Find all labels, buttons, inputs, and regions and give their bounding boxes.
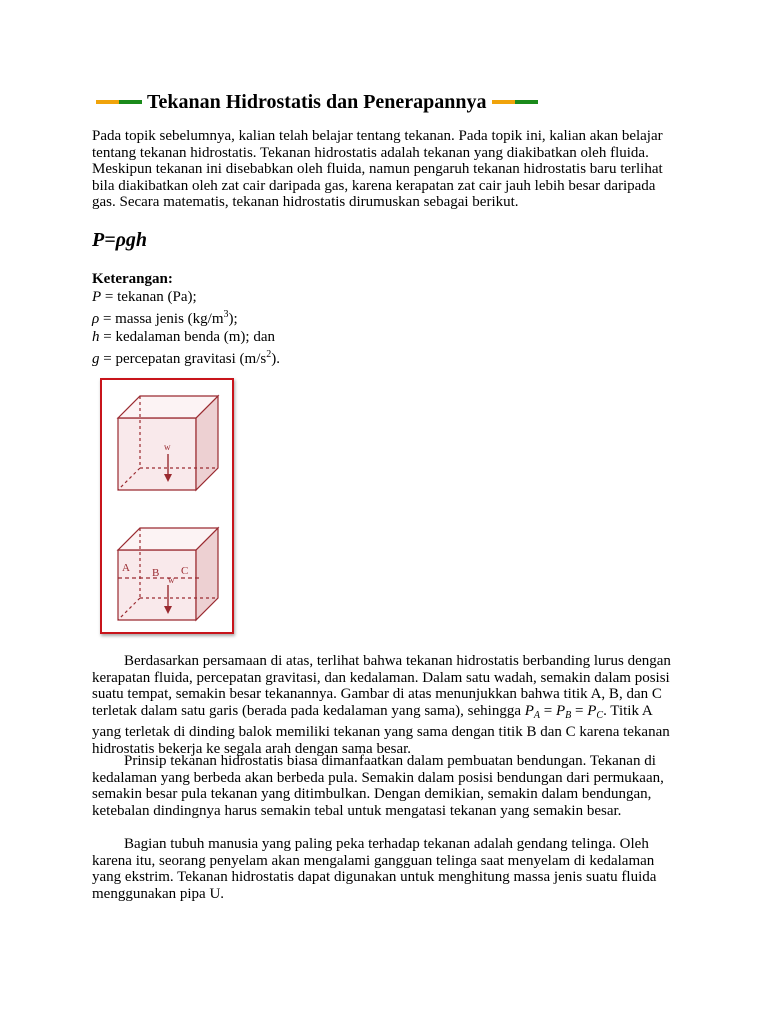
symbol-pc: P (587, 702, 597, 719)
legend-row-g (92, 346, 492, 369)
desc-h: = kedalaman benda (m); dan (99, 328, 275, 345)
exp-g: 2 (266, 349, 272, 360)
label-w-bottom: w (168, 575, 175, 585)
sub-c: C (596, 709, 604, 721)
boxes-figure (100, 378, 234, 634)
boxes-illustration (102, 380, 232, 632)
intro-paragraph: Pada topik sebelumnya, kalian telah belajar tentang tekanan. Pada topik ini, kalian akan belajar tentang tekanan hidrostatis. Tekanan hidrostatis adalah tekanan yang diakibatkan oleh fluida. Meskipun tekanan ini disebabkan oleh fluida, namun pengaruh tekanan hidrostatis baru terlihat bila diakibatkan oleh zat cair daripada gas, karena kerapatan zat cair jauh lebih besar daripada gas. Secara matematis, tekanan hidrostatis dirumuskan sebagai berikut. (92, 128, 663, 211)
legend (92, 271, 492, 369)
para1-text-b: . Titik A yang terletak di dinding balok memiliki tekanan yang sama dengan titik B dan C karena tekanan hidrostatis bekerja ke segala arah dengan sama besar. (92, 702, 670, 757)
sub-b: B (565, 709, 572, 721)
label-point-c: C (181, 565, 189, 577)
sub-a: A (533, 709, 541, 721)
desc-rho-b: ); (228, 311, 238, 327)
page-title: Tekanan Hidrostatis dan Penerapannya (147, 90, 487, 113)
paragraph-pressure-relation (92, 653, 682, 758)
label-point-b: B (152, 567, 160, 579)
deco-green-bar (515, 100, 538, 104)
exp-rho: 3 (223, 309, 229, 320)
legend-row-p (92, 289, 492, 307)
symbol-h: h (92, 328, 100, 345)
deco-orange-bar (96, 100, 119, 104)
legend-heading: Keterangan: (92, 271, 173, 287)
symbol-rho: ρ (92, 311, 100, 327)
deco-green-bar (119, 100, 142, 104)
paragraph-eardrum: Bagian tubuh manusia yang paling peka terhadap tekanan adalah gendang telinga. Oleh karena itu, seorang penyelam akan mengalami gangguan telinga saat menyelam di kedalaman yang ekstrim. Tekanan hidrostatis dapat digunakan untuk menghitung massa jenis suatu fluida menggunakan pipa U. (92, 836, 657, 902)
para1-text-a: Berdasarkan persamaan di atas, terlihat bahwa tekanan hidrostatis berbanding lurus dengan kerapatan fluida, percepatan gravitasi, dan kedalaman. Dalam satu wadah, semakin dalam posisi suatu tempat, semakin besar tekanannya. Gambar di atas menunjukkan bahwa titik A, B, dan C terletak dalam satu garis (berada pada kedalaman yang sama), sehingga (92, 653, 671, 719)
equals-1: = (540, 702, 556, 719)
symbol-pb: P (555, 702, 566, 719)
legend-row-h (92, 329, 492, 347)
label-point-a: A (122, 562, 130, 574)
title-decoration-left (96, 100, 142, 104)
symbol-p: P (92, 288, 102, 305)
desc-g-b: ). (271, 351, 280, 367)
paragraph-dam: Prinsip tekanan hidrostatis biasa dimanfaatkan dalam pembuatan bendungan. Tekanan di kedalaman yang berbeda akan berbeda pula. Semakin dalam posisi bendungan dari permukaan, semakin besar pula tekanan yang ditimbulkan. Dengan demikian, semakin dalam bendungan, ketebalan dindingnya harus semakin tebal untuk mengatasi tekanan yang semakin besar. (92, 753, 664, 819)
symbol-pa: P (524, 702, 534, 719)
bottom-box (118, 528, 218, 620)
title-decoration-right (492, 100, 538, 104)
equals-2: = (571, 702, 588, 719)
title-row (96, 88, 616, 116)
desc-p: = tekanan (Pa); (101, 288, 197, 305)
label-w-top: w (164, 442, 171, 452)
legend-row-rho (92, 306, 492, 329)
desc-rho-a: = massa jenis (kg/m (99, 311, 224, 327)
formula: P=ρgh (92, 229, 148, 251)
symbol-g: g (92, 351, 100, 367)
deco-orange-bar (492, 100, 515, 104)
desc-g-a: = percepatan gravitasi (m/s (99, 351, 267, 367)
